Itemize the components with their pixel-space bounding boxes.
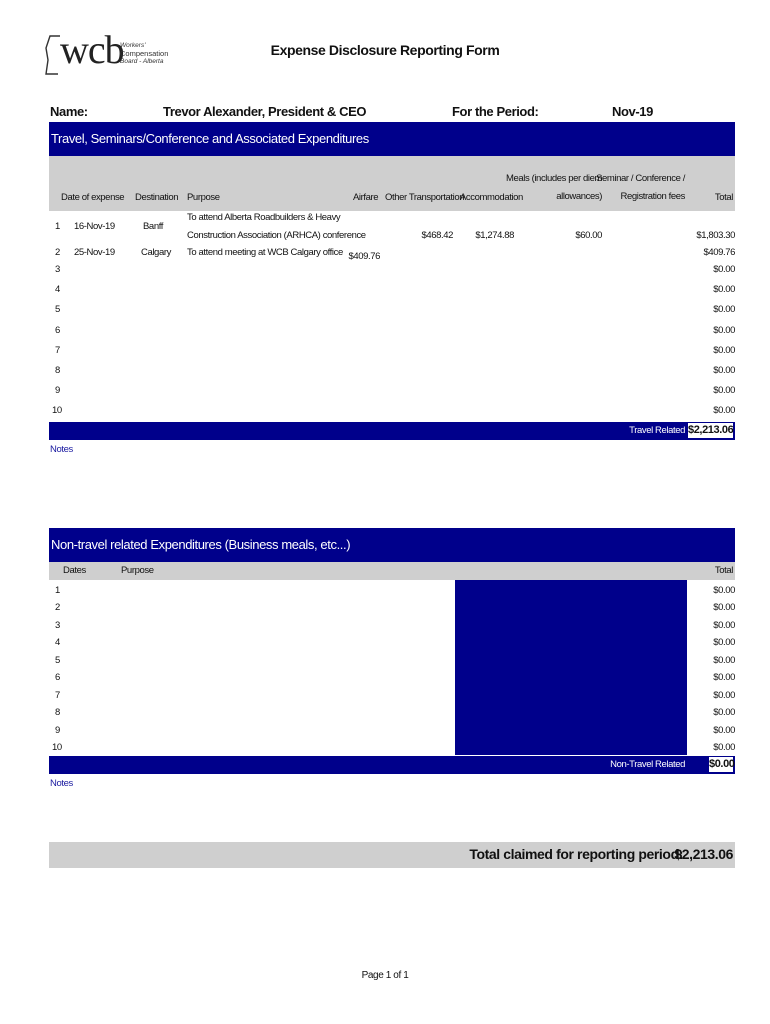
col-purpose: Purpose xyxy=(187,192,220,203)
col-date: Date of expense xyxy=(61,192,125,203)
row-total: $0.00 xyxy=(713,725,735,736)
row-number: 10 xyxy=(52,405,62,416)
travel-total-label: Travel Related xyxy=(629,425,685,436)
grand-total-bar xyxy=(49,842,735,868)
row-total: $0.00 xyxy=(713,602,735,613)
row-destination: Calgary xyxy=(141,247,171,258)
non-travel-total-value: $0.00 xyxy=(708,756,734,773)
row-purpose-line2: Construction Association (ARHCA) conference xyxy=(187,230,366,241)
col-airfare: Airfare xyxy=(353,192,379,203)
row-total: $0.00 xyxy=(713,264,735,275)
col-destination: Destination xyxy=(135,192,179,203)
row-purpose-line1: To attend Alberta Roadbuilders & Heavy xyxy=(187,212,341,223)
col-meals-line2: allowances) xyxy=(556,191,602,202)
grand-total-label: Total claimed for reporting period: xyxy=(469,846,683,862)
row-total: $0.00 xyxy=(713,385,735,396)
row-number: 2 xyxy=(55,602,60,613)
row-number: 8 xyxy=(55,707,60,718)
logo-subtitle: Workers' Compensation Board - Alberta xyxy=(120,42,169,65)
row-number: 3 xyxy=(55,264,60,275)
row-number: 6 xyxy=(55,325,60,336)
col-total: Total xyxy=(714,192,733,203)
travel-total-value: $2,213.06 xyxy=(687,422,734,439)
col-accommodation: Accommodation xyxy=(460,192,523,203)
row-total: $0.00 xyxy=(713,585,735,596)
row-total: $1,803.30 xyxy=(696,230,735,241)
col-purpose: Purpose xyxy=(121,565,154,576)
row-date: 16-Nov-19 xyxy=(74,221,115,232)
col-other-transport: Other Transportation xyxy=(385,192,465,203)
row-other-transport: $468.42 xyxy=(421,230,453,241)
col-meals-line1: Meals (includes per diem xyxy=(506,173,602,184)
name-value: Trevor Alexander, President & CEO xyxy=(163,104,367,119)
row-number: 6 xyxy=(55,672,60,683)
col-seminar-line1: Seminar / Conference / xyxy=(596,173,685,184)
row-number: 3 xyxy=(55,620,60,631)
logo-wordmark: wcb xyxy=(60,27,124,72)
non-travel-section-title: Non-travel related Expenditures (Business meals, etc...) xyxy=(49,528,735,562)
row-number: 1 xyxy=(55,221,60,232)
row-total: $0.00 xyxy=(713,345,735,356)
non-travel-notes-label: Notes xyxy=(50,778,73,789)
non-travel-filled-area xyxy=(455,580,687,755)
row-meals: $60.00 xyxy=(575,230,602,241)
non-travel-column-headers xyxy=(49,562,735,580)
row-accommodation: $1,274.88 xyxy=(475,230,514,241)
row-total: $0.00 xyxy=(713,690,735,701)
row-total: $0.00 xyxy=(713,637,735,648)
row-total: $0.00 xyxy=(713,672,735,683)
row-destination: Banff xyxy=(143,221,164,232)
row-purpose-line1: To attend meeting at WCB Calgary office xyxy=(187,247,343,258)
travel-column-headers xyxy=(49,156,735,211)
travel-total-bar xyxy=(49,422,735,440)
page-footer: Page 1 of 1 xyxy=(361,970,409,981)
col-seminar-line2: Registration fees xyxy=(620,191,685,202)
non-travel-total-bar xyxy=(49,756,735,774)
row-number: 8 xyxy=(55,365,60,376)
row-number: 7 xyxy=(55,690,60,701)
row-number: 5 xyxy=(55,304,60,315)
non-travel-total-label: Non-Travel Related xyxy=(610,759,685,770)
row-number: 9 xyxy=(55,725,60,736)
row-number: 1 xyxy=(55,585,60,596)
row-total: $0.00 xyxy=(713,325,735,336)
row-total: $0.00 xyxy=(713,365,735,376)
row-airfare: $409.76 xyxy=(348,251,380,262)
row-number: 4 xyxy=(55,637,60,648)
form-title: Expense Disclosure Reporting Form xyxy=(270,42,500,58)
row-number: 4 xyxy=(55,284,60,295)
period-label: For the Period: xyxy=(452,104,539,119)
travel-notes-label: Notes xyxy=(50,444,73,455)
col-total: Total xyxy=(714,565,733,576)
row-date: 25-Nov-19 xyxy=(74,247,115,258)
period-value: Nov-19 xyxy=(612,104,653,119)
row-total: $0.00 xyxy=(713,620,735,631)
grand-total-value: $2,213.06 xyxy=(674,846,733,862)
travel-section-title: Travel, Seminars/Conference and Associated Expenditures xyxy=(49,122,735,156)
row-total: $0.00 xyxy=(713,707,735,718)
row-number: 5 xyxy=(55,655,60,666)
row-total: $0.00 xyxy=(713,304,735,315)
row-number: 9 xyxy=(55,385,60,396)
row-number: 10 xyxy=(52,742,62,753)
row-total: $0.00 xyxy=(713,655,735,666)
name-label: Name: xyxy=(50,104,88,119)
row-total: $0.00 xyxy=(713,405,735,416)
row-total: $409.76 xyxy=(703,247,735,258)
row-total: $0.00 xyxy=(713,284,735,295)
col-dates: Dates xyxy=(63,565,86,576)
row-total: $0.00 xyxy=(713,742,735,753)
row-number: 7 xyxy=(55,345,60,356)
row-number: 2 xyxy=(55,247,60,258)
